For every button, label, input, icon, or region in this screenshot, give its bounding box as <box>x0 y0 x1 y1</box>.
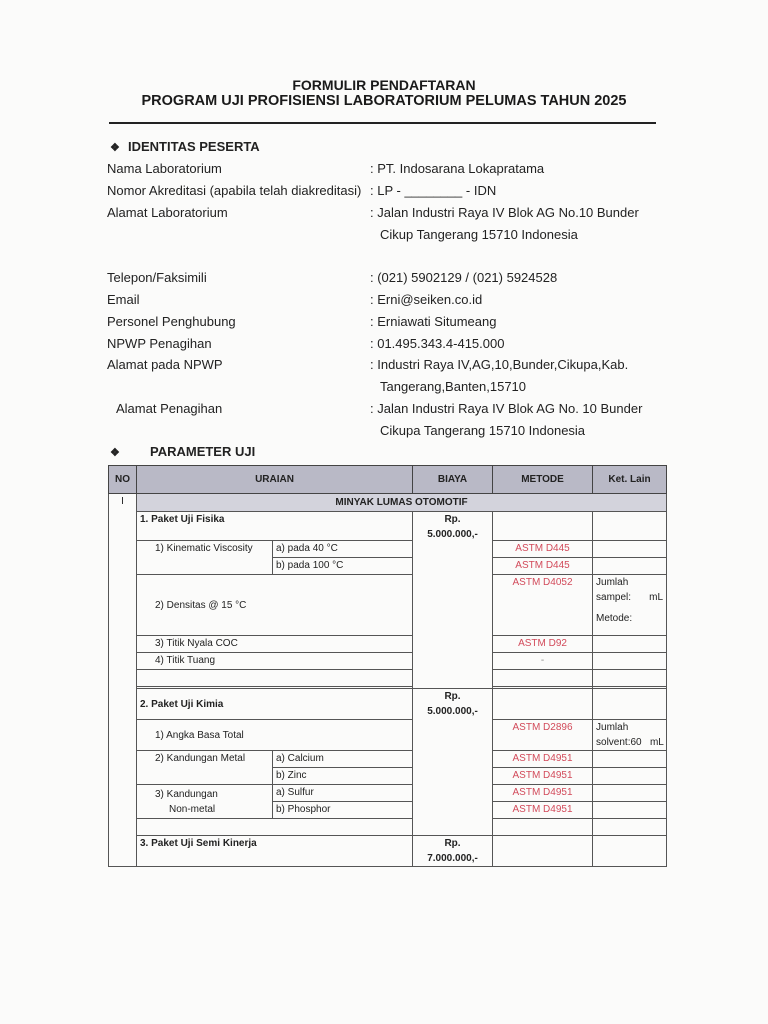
abt-ket <box>593 720 667 751</box>
paket1-biaya-value: 5.000.000,- <box>427 529 478 540</box>
alamat-npwp-value-2: Tangerang,Banten,15710 <box>380 379 527 394</box>
ket-cell <box>593 836 667 867</box>
col-biaya: BIAYA <box>413 466 493 494</box>
alamat-penagihan-value-2: Cikupa Tangerang 15710 Indonesia <box>380 423 586 438</box>
tt-label: 4) Titik Tuang <box>137 653 413 670</box>
section-identitas-title: IDENTITAS PESERTA <box>128 139 260 154</box>
ket-cell <box>593 802 667 819</box>
diamond-bullet-icon: ❖ <box>110 447 120 459</box>
abt-ket-2: solvent: <box>596 737 631 748</box>
dens-ket-3: Metode: <box>596 613 633 624</box>
alamat-npwp-value-1: : Industri Raya IV,AG,10,Bunder,Cikupa,Kab. <box>370 357 629 372</box>
alamat-lab-label: Alamat Laboratorium <box>107 205 228 220</box>
ket-cell <box>593 512 667 541</box>
abt-ket-unit: mL <box>649 737 664 748</box>
alamat-penagihan-label: Alamat Penagihan <box>116 401 223 416</box>
paket1-biaya-label: Rp. <box>444 514 461 525</box>
dens-ket-unit: mL <box>649 592 664 603</box>
paket3-biaya-value: 7.000.000,- <box>427 853 478 864</box>
ket-cell <box>593 768 667 785</box>
col-ket: Ket. Lain <box>593 466 667 494</box>
abt-ket-amount <box>630 735 663 750</box>
paket3-biaya <box>413 836 493 867</box>
alamat-npwp-label: Alamat pada NPWP <box>107 357 223 372</box>
personel-label: Personel Penghubung <box>107 314 236 329</box>
group-no: I <box>109 494 137 867</box>
abt-ket-solvent <box>596 735 663 750</box>
paket2-title: 2. Paket Uji Kimia <box>137 689 413 720</box>
km-label: 2) Kandungan Metal <box>137 751 273 785</box>
npwp-value: : 01.495.343.4-415.000 <box>370 336 505 351</box>
metode-cell <box>493 689 593 720</box>
ket-cell <box>593 636 667 653</box>
dens-ket-2: sampel: <box>596 592 632 603</box>
table-row <box>109 541 667 558</box>
paket3-biaya-label: Rp. <box>444 838 461 849</box>
abt-metode: ASTM D2896 <box>493 720 593 751</box>
table-row <box>109 670 667 687</box>
personel-value: : Erniawati Situmeang <box>370 314 497 329</box>
telepon-value: : (021) 5902129 / (021) 5924528 <box>370 270 558 285</box>
ket-cell <box>593 785 667 802</box>
dens-ket <box>593 575 667 636</box>
ket-cell <box>593 751 667 768</box>
table-row <box>109 836 667 867</box>
kn-a: a) Sulfur <box>273 785 413 802</box>
kv-label: 1) Kinematic Viscosity <box>137 541 273 575</box>
kv-a-metode: ASTM D445 <box>493 541 593 558</box>
email-value: : Erni@seiken.co.id <box>370 292 483 307</box>
ket-cell <box>593 541 667 558</box>
parameter-table <box>108 465 667 867</box>
abt-ket-val: 60 <box>630 737 642 748</box>
kv-a: a) pada 40 °C <box>273 541 413 558</box>
km-b-metode: ASTM D4951 <box>493 768 593 785</box>
kn-label-2: Non-metal <box>169 803 216 815</box>
form-subtitle: PROGRAM UJI PROFISIENSI LABORATORIUM PELUMAS TAHUN 2025 <box>141 93 627 109</box>
table-row <box>109 653 667 670</box>
tn-metode: ASTM D92 <box>493 636 593 653</box>
tt-metode: - <box>493 653 593 670</box>
empty-cell <box>493 819 593 836</box>
col-uraian: URAIAN <box>137 466 413 494</box>
title-divider <box>109 122 656 124</box>
table-row <box>109 785 667 802</box>
km-a: a) Calcium <box>273 751 413 768</box>
tn-label: 3) Titik Nyala COC <box>137 636 413 653</box>
dens-ket-1: Jumlah <box>596 577 629 588</box>
alamat-lab-value-2: Cikup Tangerang 15710 Indonesia <box>380 227 578 242</box>
kn-b-metode: ASTM D4951 <box>493 802 593 819</box>
kn-a-metode: ASTM D4951 <box>493 785 593 802</box>
empty-cell <box>493 670 593 687</box>
section-parameter <box>110 444 255 459</box>
metode-cell <box>493 512 593 541</box>
akreditasi-value: : LP - ________ - IDN <box>370 183 497 198</box>
ket-cell <box>593 653 667 670</box>
ket-cell <box>593 558 667 575</box>
section-parameter-title: PARAMETER UJI <box>150 444 256 459</box>
empty-cell <box>593 670 667 687</box>
table-row <box>109 689 667 720</box>
section-identitas <box>110 139 260 154</box>
alamat-lab-value-1: : Jalan Industri Raya IV Blok AG No.10 Bunder <box>370 205 639 220</box>
km-a-metode: ASTM D4951 <box>493 751 593 768</box>
form-title: FORMULIR PENDAFTARAN <box>292 77 476 93</box>
kn-b: b) Phosphor <box>273 802 413 819</box>
alamat-penagihan-value-1: : Jalan Industri Raya IV Blok AG No. 10 Bunder <box>370 401 643 416</box>
paket2-biaya <box>413 689 493 836</box>
nama-lab-value: : PT. Indosarana Lokapratama <box>370 161 545 176</box>
table-row <box>109 720 667 751</box>
nama-lab-label: Nama Laboratorium <box>107 161 222 176</box>
telepon-label: Telepon/Faksimili <box>107 270 207 285</box>
table-row <box>109 575 667 636</box>
empty-cell <box>593 819 667 836</box>
abt-label: 1) Angka Basa Total <box>137 720 413 751</box>
group-row <box>109 494 667 512</box>
email-label: Email <box>107 292 140 307</box>
kv-b-metode: ASTM D445 <box>493 558 593 575</box>
metode-cell <box>493 836 593 867</box>
paket2-biaya-label: Rp. <box>444 691 461 702</box>
table-row <box>109 636 667 653</box>
akreditasi-label: Nomor Akreditasi (apabila telah diakreditasi) <box>107 183 362 198</box>
dens-ket-sampel <box>596 590 663 605</box>
diamond-bullet-icon: ❖ <box>110 142 120 154</box>
dens-label: 2) Densitas @ 15 °C <box>137 575 413 636</box>
table-header-row <box>109 466 667 494</box>
kv-b: b) pada 100 °C <box>273 558 413 575</box>
paket3-title: 3. Paket Uji Semi Kinerja <box>137 836 413 867</box>
table-row <box>109 751 667 768</box>
group-title: MINYAK LUMAS OTOMOTIF <box>137 494 667 512</box>
ket-cell <box>593 689 667 720</box>
paket1-title: 1. Paket Uji Fisika <box>137 512 413 541</box>
kn-label-1: 3) Kandungan <box>155 788 218 800</box>
col-no: NO <box>109 466 137 494</box>
empty-cell <box>137 670 413 687</box>
dens-metode: ASTM D4052 <box>493 575 593 636</box>
empty-cell <box>137 819 413 836</box>
abt-ket-1: Jumlah <box>596 722 629 733</box>
col-metode: METODE <box>493 466 593 494</box>
paket1-biaya <box>413 512 493 689</box>
table-row <box>109 819 667 836</box>
npwp-label: NPWP Penagihan <box>107 336 212 351</box>
paket2-biaya-value: 5.000.000,- <box>427 706 478 717</box>
kn-label <box>137 785 273 819</box>
table-row <box>109 512 667 541</box>
km-b: b) Zinc <box>273 768 413 785</box>
